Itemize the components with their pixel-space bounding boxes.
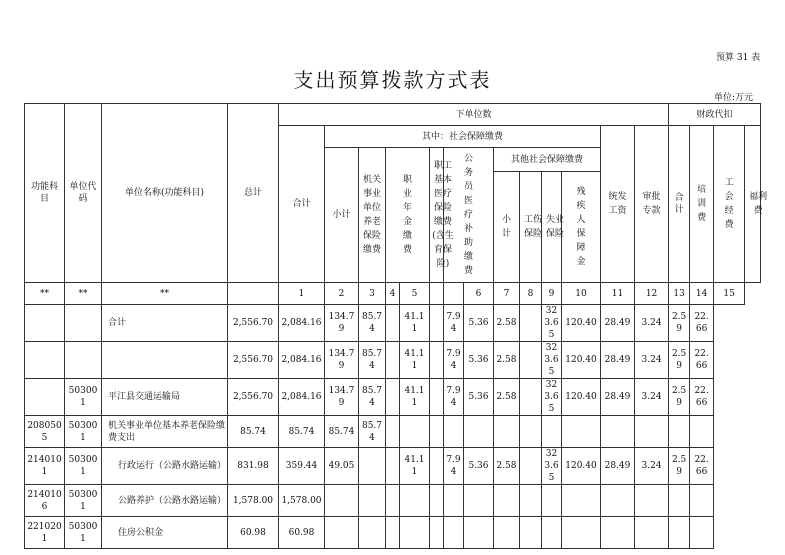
hdr-welfare: 福利费 xyxy=(745,126,761,283)
cell-training: 3.24 xyxy=(635,448,669,485)
cell-fiscal-total xyxy=(601,485,635,517)
cell-approval: 120.40 xyxy=(562,305,601,342)
cell-wages xyxy=(542,485,562,517)
cell-training: 3.24 xyxy=(635,379,669,416)
cell-unit-code: 503001 xyxy=(65,448,102,485)
cell-fiscal-total xyxy=(601,416,635,448)
cell-other-subtotal xyxy=(444,485,464,517)
cell-medical: 41.11 xyxy=(400,448,430,485)
cell-civil-medical xyxy=(430,305,444,342)
cell-other-subtotal xyxy=(444,416,464,448)
cell-welfare xyxy=(690,416,714,448)
cell-disability xyxy=(520,485,542,517)
cell-func-code xyxy=(25,305,65,342)
cell-wages xyxy=(542,416,562,448)
cell-approval xyxy=(562,416,601,448)
cell-pension xyxy=(359,517,386,549)
cell-pension: 85.74 xyxy=(359,305,386,342)
hdr-other-social: 其他社会保障缴费 xyxy=(494,148,601,172)
cell-fiscal-total: 28.49 xyxy=(601,305,635,342)
cell-total: 2,556.70 xyxy=(228,305,279,342)
hdr-approval: 审批专款 xyxy=(635,126,669,283)
cell-injury: 5.36 xyxy=(464,379,494,416)
cell-civil-medical xyxy=(430,379,444,416)
cell-training: 3.24 xyxy=(635,305,669,342)
cell-wages: 323.65 xyxy=(542,305,562,342)
cell-medical xyxy=(400,485,430,517)
cell-fiscal-total: 28.49 xyxy=(601,448,635,485)
cell-annuity xyxy=(386,342,400,379)
cell-approval xyxy=(562,485,601,517)
cell-subtotal: 85.74 xyxy=(325,416,359,448)
cell-lower-total: 359.44 xyxy=(279,448,325,485)
cell-approval: 120.40 xyxy=(562,448,601,485)
cell-annuity xyxy=(386,305,400,342)
cell-disability xyxy=(520,416,542,448)
cell-welfare: 22.66 xyxy=(690,379,714,416)
hdr-other-subtotal: 小计 xyxy=(494,172,520,283)
cell-total: 2,556.70 xyxy=(228,379,279,416)
cell-union: 2.59 xyxy=(669,342,690,379)
cell-subtotal: 134.79 xyxy=(325,342,359,379)
hdr-medical: 职工基本医疗保险缴费(含生育保险) xyxy=(430,148,444,283)
cell-approval: 120.40 xyxy=(562,379,601,416)
cell-unemployment: 2.58 xyxy=(494,448,520,485)
budget-table xyxy=(24,103,768,549)
table-row xyxy=(25,379,761,416)
table-row xyxy=(25,517,761,549)
table-row xyxy=(25,305,761,342)
cell-wages xyxy=(542,517,562,549)
hdr-unemployment: 失业保险 xyxy=(542,172,562,283)
page-title: 支出预算拨款方式表 xyxy=(293,68,492,92)
cell-approval xyxy=(562,517,601,549)
cell-medical: 41.11 xyxy=(400,305,430,342)
hdr-func-code: 功能科目 xyxy=(25,104,65,283)
cell-unit-code: 503001 xyxy=(65,379,102,416)
hdr-wages: 统发工资 xyxy=(601,126,635,283)
cell-unemployment xyxy=(494,485,520,517)
hdr-training: 培训费 xyxy=(690,126,714,283)
table-row xyxy=(25,342,761,379)
cell-unemployment: 2.58 xyxy=(494,342,520,379)
cell-union: 2.59 xyxy=(669,379,690,416)
cell-pension xyxy=(359,485,386,517)
cell-injury xyxy=(464,416,494,448)
cell-union xyxy=(669,416,690,448)
cell-welfare xyxy=(690,485,714,517)
cell-injury: 5.36 xyxy=(464,448,494,485)
cell-unit-name: 合计 xyxy=(102,305,228,342)
hdr-unit-code: 单位代码 xyxy=(65,104,102,283)
cell-civil-medical xyxy=(430,448,444,485)
hdr-annuity: 职业年金缴费 xyxy=(386,148,430,283)
cell-func-code: 2140106 xyxy=(25,485,65,517)
hdr-unit-name: 单位名称(功能科目) xyxy=(102,104,228,283)
cell-lower-total: 85.74 xyxy=(279,416,325,448)
cell-fiscal-total: 28.49 xyxy=(601,379,635,416)
cell-unit-code: 503001 xyxy=(65,517,102,549)
hdr-total: 总计 xyxy=(228,104,279,283)
cell-unemployment: 2.58 xyxy=(494,305,520,342)
cell-training: 3.24 xyxy=(635,342,669,379)
cell-total: 831.98 xyxy=(228,448,279,485)
cell-union: 2.59 xyxy=(669,305,690,342)
cell-union: 2.59 xyxy=(669,448,690,485)
cell-wages: 323.65 xyxy=(542,448,562,485)
cell-fiscal-total: 28.49 xyxy=(601,342,635,379)
cell-unit-code: 503001 xyxy=(65,416,102,448)
table-row xyxy=(25,416,761,448)
cell-annuity xyxy=(386,485,400,517)
cell-unit-name: 机关事业单位基本养老保险缴费支出 xyxy=(102,416,228,448)
cell-unit-name: 公路养护（公路水路运输） xyxy=(102,485,228,517)
cell-lower-total: 2,084.16 xyxy=(279,379,325,416)
cell-total: 85.74 xyxy=(228,416,279,448)
cell-total: 60.98 xyxy=(228,517,279,549)
cell-other-subtotal: 7.94 xyxy=(444,379,464,416)
cell-union xyxy=(669,517,690,549)
cell-medical xyxy=(400,517,430,549)
cell-other-subtotal xyxy=(444,517,464,549)
table-id: 预算 31 表 xyxy=(716,53,761,63)
cell-annuity xyxy=(386,517,400,549)
cell-unit-name: 行政运行（公路水路运输） xyxy=(102,448,228,485)
hdr-union: 工会经费 xyxy=(714,126,745,283)
cell-subtotal: 134.79 xyxy=(325,379,359,416)
cell-union xyxy=(669,485,690,517)
cell-total: 2,556.70 xyxy=(228,342,279,379)
hdr-lower-unit: 下单位数 xyxy=(279,104,669,126)
cell-medical: 41.11 xyxy=(400,342,430,379)
cell-welfare: 22.66 xyxy=(690,448,714,485)
cell-unit-code xyxy=(65,305,102,342)
cell-other-subtotal: 7.94 xyxy=(444,342,464,379)
cell-total: 1,578.00 xyxy=(228,485,279,517)
cell-welfare xyxy=(690,517,714,549)
cell-unemployment: 2.58 xyxy=(494,379,520,416)
cell-unit-name: 平江县交通运输局 xyxy=(102,379,228,416)
cell-lower-total: 2,084.16 xyxy=(279,305,325,342)
table-row xyxy=(25,485,761,517)
cell-medical xyxy=(400,416,430,448)
cell-func-code: 2210201 xyxy=(25,517,65,549)
unit-label: 单位:万元 xyxy=(714,93,754,103)
cell-medical: 41.11 xyxy=(400,379,430,416)
cell-unemployment xyxy=(494,517,520,549)
cell-annuity xyxy=(386,448,400,485)
cell-injury: 5.36 xyxy=(464,305,494,342)
cell-injury: 5.36 xyxy=(464,342,494,379)
cell-unemployment xyxy=(494,416,520,448)
cell-pension xyxy=(359,448,386,485)
hdr-civil-medical: 公务员医疗补助缴费 xyxy=(444,148,494,283)
cell-disability xyxy=(520,305,542,342)
cell-other-subtotal: 7.94 xyxy=(444,305,464,342)
cell-subtotal: 134.79 xyxy=(325,305,359,342)
hdr-injury: 工伤保险 xyxy=(520,172,542,283)
cell-func-code xyxy=(25,379,65,416)
cell-annuity xyxy=(386,416,400,448)
cell-subtotal: 49.05 xyxy=(325,448,359,485)
cell-wages: 323.65 xyxy=(542,379,562,416)
cell-unit-code xyxy=(65,342,102,379)
cell-fiscal-total xyxy=(601,517,635,549)
hdr-social-security: 其中：社会保障缴费 xyxy=(325,126,601,148)
cell-subtotal xyxy=(325,517,359,549)
cell-disability xyxy=(520,517,542,549)
index-row: ** ** ** 1 2 3 4 5 6 7 8 9 10 11 12 13 14 15 xyxy=(25,283,761,305)
hdr-pension: 机关事业单位养老保险缴费 xyxy=(359,148,386,283)
cell-lower-total: 1,578.00 xyxy=(279,485,325,517)
cell-civil-medical xyxy=(430,416,444,448)
hdr-lower-total: 合计 xyxy=(279,126,325,283)
cell-welfare: 22.66 xyxy=(690,305,714,342)
cell-func-code xyxy=(25,342,65,379)
cell-pension: 85.74 xyxy=(359,379,386,416)
cell-other-subtotal: 7.94 xyxy=(444,448,464,485)
cell-disability xyxy=(520,342,542,379)
cell-lower-total: 2,084.16 xyxy=(279,342,325,379)
cell-unit-code: 503001 xyxy=(65,485,102,517)
cell-disability xyxy=(520,448,542,485)
cell-subtotal xyxy=(325,485,359,517)
cell-training xyxy=(635,416,669,448)
cell-annuity xyxy=(386,379,400,416)
cell-unit-name: 住房公积金 xyxy=(102,517,228,549)
hdr-fiscal-total: 合计 xyxy=(669,126,690,283)
cell-pension: 85.74 xyxy=(359,342,386,379)
cell-pension: 85.74 xyxy=(359,416,386,448)
cell-training xyxy=(635,485,669,517)
cell-training xyxy=(635,517,669,549)
cell-civil-medical xyxy=(430,485,444,517)
cell-disability xyxy=(520,379,542,416)
cell-welfare: 22.66 xyxy=(690,342,714,379)
cell-lower-total: 60.98 xyxy=(279,517,325,549)
hdr-subtotal: 小计 xyxy=(325,148,359,283)
cell-unit-name xyxy=(102,342,228,379)
cell-wages: 323.65 xyxy=(542,342,562,379)
cell-func-code: 2140101 xyxy=(25,448,65,485)
hdr-disability: 残疾人保障金 xyxy=(562,172,601,283)
cell-approval: 120.40 xyxy=(562,342,601,379)
cell-civil-medical xyxy=(430,517,444,549)
cell-civil-medical xyxy=(430,342,444,379)
cell-injury xyxy=(464,517,494,549)
cell-injury xyxy=(464,485,494,517)
table-row xyxy=(25,448,761,485)
hdr-fiscal: 财政代扣 xyxy=(669,104,761,126)
cell-func-code: 2080505 xyxy=(25,416,65,448)
